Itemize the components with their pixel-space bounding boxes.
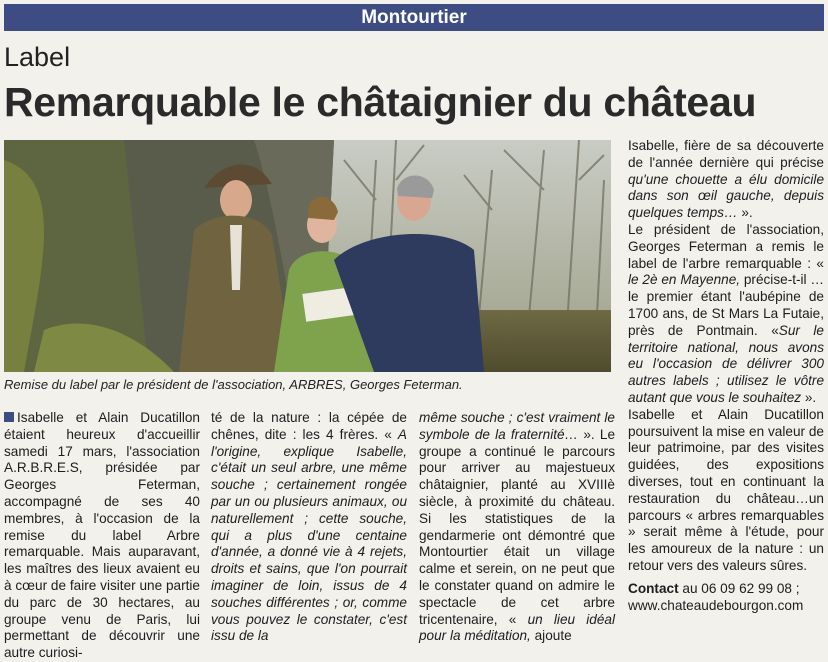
contact-phone: au 06 09 62 99 08 ; — [678, 580, 800, 596]
article-headline: Remarquable le châtaignier du château — [4, 79, 757, 125]
col3-quote-2: un lieu idéal pour la méditation, — [419, 611, 616, 644]
article-column-2 — [211, 410, 407, 645]
article-photo — [4, 140, 611, 372]
col4-text-f: Isabelle et Alain Ducatillon poursuivent la mise en valeur de leur patrimoine, par des visites guidées, des expositions diverses, tout en continuant la restauration du château…un parcours « arbres remarquables » serait même à l'étude, pour les amoureux de la nature : un retour vers des valeurs sûres. — [628, 406, 824, 573]
col4-quote-2: le 2è en Mayenne, — [628, 272, 741, 288]
col3-quote: même souche ; c'est vraiment le symbole de la fraternité… — [419, 410, 615, 442]
col3-text-2: ajoute — [530, 628, 572, 644]
paragraph-marker-icon — [4, 412, 14, 422]
col3-text: ». Le groupe a continué le parcours pour arriver au majestueux châtaignier, planté au XVIIIè siècle, à proximité du château. Si les statistiques de la gendarmerie ont démontré que Montourtier était un village calme et serein, on ne peut que le constater quand on admire le spectacle de cet arbre tricentenaire, « — [419, 426, 616, 627]
forest-photo-illustration — [4, 140, 611, 372]
col4-text-d: précise-t-il … le premier étant l'aubépine de 1700 ans, de St Mars La Futaie, près de Pontmain. « — [628, 272, 824, 338]
col4-text-e: ». — [801, 389, 817, 405]
article-column-3 — [419, 410, 615, 645]
section-banner: Montourtier — [4, 4, 824, 31]
col4-text-b: ». — [737, 205, 753, 221]
article-kicker: Label — [4, 42, 71, 72]
col2-text: té de la nature : la cépée de chênes, dite : les 4 frères. « — [211, 410, 407, 442]
col4-quote: qu'une chouette a élu domicile dans son œil gauche, depuis quelques temps… — [628, 171, 824, 221]
col4-quote-3: Sur le territoire national, nous avons eu l'occasion de délivrer 300 autres labels ; utilisez le vôtre autant que vous le souhaitez — [628, 322, 824, 405]
col2-quote: A l'origine, explique Isabelle, c'était un seul arbre, une même souche ; certainement rongée par un ou plusieurs animaux, ou naturellement ; cette souche, qui a plus d'une centaine d'année, a donné vie à 4 rejets, droits et sains, que l'on pourrait imaginer de loin, issus de 4 souches différentes ; or, comme vous pouvez le constater, c'est issu de la — [211, 426, 407, 644]
article-column-1 — [4, 410, 200, 662]
photo-caption: Remise du label par le président de l'association, ARBRES, Georges Feterman. — [4, 377, 463, 392]
contact-website: www.chateaudebourgon.com — [628, 597, 804, 613]
contact-label: Contact — [628, 580, 679, 596]
col4-text-c: Le président de l'association, Georges Feterman a remis le label de l'arbre remarquable : « — [628, 221, 824, 271]
article-column-4 — [628, 138, 824, 614]
col4-text-a: Isabelle, fière de sa découverte de l'année dernière qui précise — [628, 138, 824, 170]
col1-text: Isabelle et Alain Ducatillon étaient heureux d'accueillir samedi 17 mars, l'association A.R.B.R.E.S, présidée par Georges Feterman, accompagné de ses 40 membres, à l'occasion de la remise du label Arbre remarquable. Mais auparavant, les maîtres des lieux avaient eu à cœur de faire visiter une partie du parc de 30 hectares, au groupe venu de Paris, lui permettant de découvrir une autre curiosi- — [4, 410, 200, 661]
